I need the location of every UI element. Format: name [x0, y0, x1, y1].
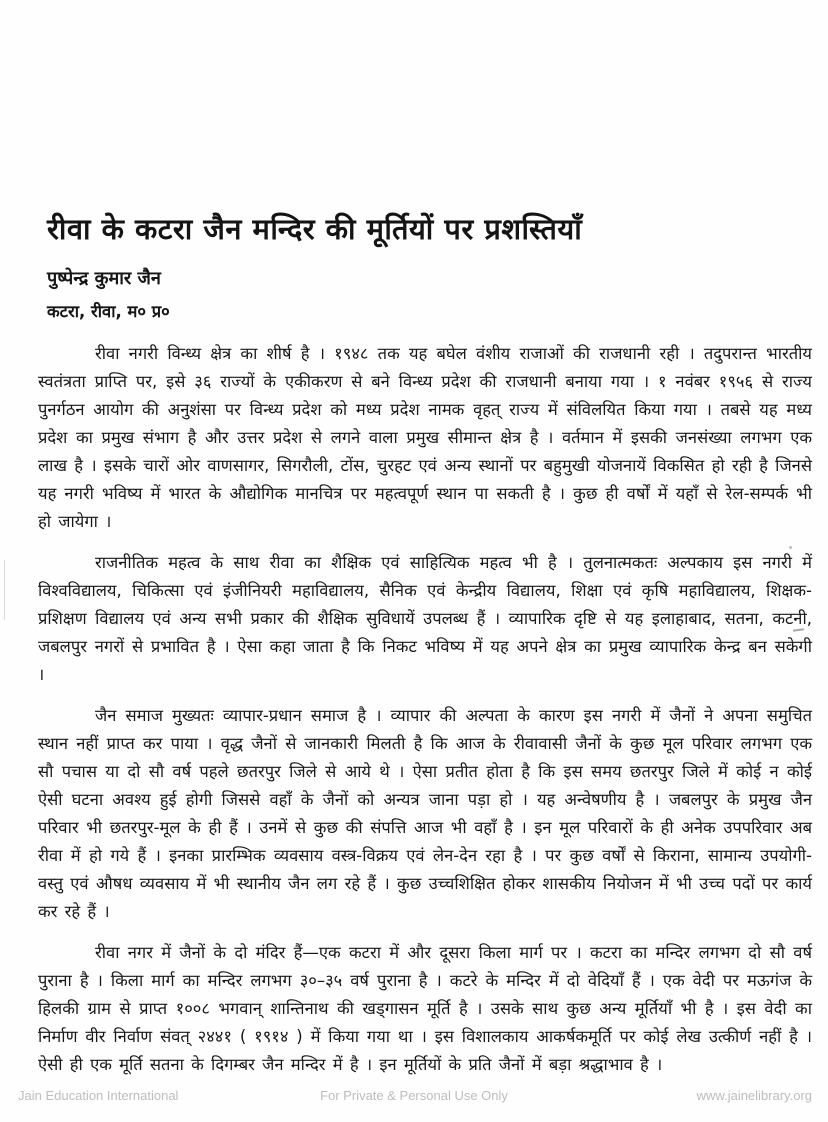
footer-publisher-text: Jain Education International	[18, 1088, 179, 1103]
footer-website-text: www.jainelibrary.org	[696, 1088, 812, 1103]
article-body	[38, 340, 812, 1092]
article-title: रीवा के कटरा जैन मन्दिर की मूर्तियों पर प्रशस्तियाँ	[47, 212, 583, 247]
paragraph-2: राजनीतिक महत्व के साथ रीवा का शैक्षिक एवं साहित्यिक महत्व भी है । तुलनात्मकतः अल्पकाय इस नगरी में विश्वविद्यालय, चिकित्सा एवं इंजीनियरी महाविद्यालय, सैनिक एवं केन्द्रीय विद्यालय, शिक्षा एवं कृषि महाविद्यालय, शिक्षक-प्रशिक्षण विद्यालय एवं अन्य सभी प्रकार की शैक्षिक सुविधायें उपलब्ध हैं । व्यापारिक दृष्टि से यह इलाहाबाद, सतना, कटनी, जबलपुर नगरों से प्रभावित है । ऐसा कहा जाता है कि निकट भविष्य में यह अपने क्षेत्र का प्रमुख व्यापारिक केन्द्र बन सकेगी ।	[38, 553, 812, 684]
paragraph-3: जैन समाज मुख्यतः व्यापार-प्रधान समाज है । व्यापार की अल्पता के कारण इस नगरी में जैनों ने अपना समुचित स्थान नहीं प्राप्त कर पाया । वृद्ध जैनों से जानकारी मिलती है कि आज के रीवावासी जैनों के कुछ मूल परिवार लगभग एक सौ पचास या दो सौ वर्ष पहले छतरपुर जिले से आये थे । ऐसा प्रतीत होता है कि इस समय छतरपुर जिले में कोई न कोई ऐसी घटना अवश्य हुई होगी जिससे वहाँ के जैनों को अन्यत्र जाना पड़ा हो । यह अन्वेषणीय है । जबलपुर के प्रमुख जैन परिवार भी छतरपुर-मूल के ही हैं । उनमें से कुछ की संपत्ति आज भी वहाँ है । इन मूल परिवारों के ही अनेक उपपरिवार अब रीवा में हो गये हैं । इनका प्रारम्भिक व्यवसाय वस्त्र-विक्रय एवं लेन-देन रहा है । पर कुछ वर्षों से किराना, सामान्य उपयोगी-वस्तु एवं औषध व्यवसाय में भी स्थानीय जैन लग रहे हैं । कुछ उच्चशिक्षित होकर शासकीय नियोजन में भी उच्च पदों पर कार्य कर रहे हैं ।	[38, 706, 812, 921]
paragraph-4: रीवा नगर में जैनों के दो मंदिर हैं—एक कटरा में और दूसरा किला मार्ग पर । कटरा का मन्दिर लगभग दो सौ वर्ष पुराना है । किला मार्ग का मन्दिर लगभग ३०–३५ वर्ष पुराना है । कटरे के मन्दिर में दो वेदियाँ हैं । एक वेदी पर मऊगंज के हिलकी ग्राम से प्राप्त १००८ भगवान् शान्तिनाथ की खड्गासन मूर्ति है । उसके साथ कुछ अन्य मूर्तियाँ भी है । इस वेदी का निर्माण वीर निर्वाण संवत् २४४१ ( १९१४ ) में किया गया था । इस विशालकाय आकर्षकमूर्ति पर कोई लेख उत्कीर्ण नहीं है । ऐसी ही एक मूर्ति सतना के दिगम्बर जैन मन्दिर में है । इन मूर्तियों के प्रति जैनों में बड़ा श्रद्धाभाव है ।	[38, 943, 812, 1074]
footer	[0, 1086, 828, 1110]
scan-artifact-edge	[4, 560, 5, 620]
scan-artifact-dot	[789, 546, 792, 549]
paragraph-1: रीवा नगरी विन्ध्य क्षेत्र का शीर्ष है । १९४८ तक यह बघेल वंशीय राजाओं की राजधानी रही । तदुपरान्त भारतीय स्वतंत्रता प्राप्ति पर, इसे ३६ राज्यों के एकीकरण से बने विन्ध्य प्रदेश की राजधानी बनाया गया । १ नवंबर १९५६ से राज्य पुनर्गठन आयोग की अनुशंसा पर विन्ध्य प्रदेश को मध्य प्रदेश नामक वृहत् राज्य में संविलयित किया गया । तबसे यह मध्य प्रदेश का प्रमुख संभाग है और उत्तर प्रदेश से लगने वाला प्रमुख सीमान्त क्षेत्र है । वर्तमान में इसकी जनसंख्या लगभग एक लाख है । इसके चारों ओर वाणसागर, सिगरौली, टोंस, चुरहट एवं अन्य स्थानों पर बहुमुखी योजनायें विकसित हो रही है जिनसे यह नगरी भविष्य में भारत के औद्योगिक मानचित्र पर महत्वपूर्ण स्थान पा सकती है । कुछ ही वर्षों में यहाँ से रेल-सम्पर्क भी हो जायेगा ।	[38, 344, 812, 531]
author-location: कटरा, रीवा, म० प्र०	[47, 302, 170, 321]
author-name: पुष्पेन्द्र कुमार जैन	[47, 268, 161, 289]
footer-usage-text: For Private & Personal Use Only	[320, 1088, 508, 1103]
